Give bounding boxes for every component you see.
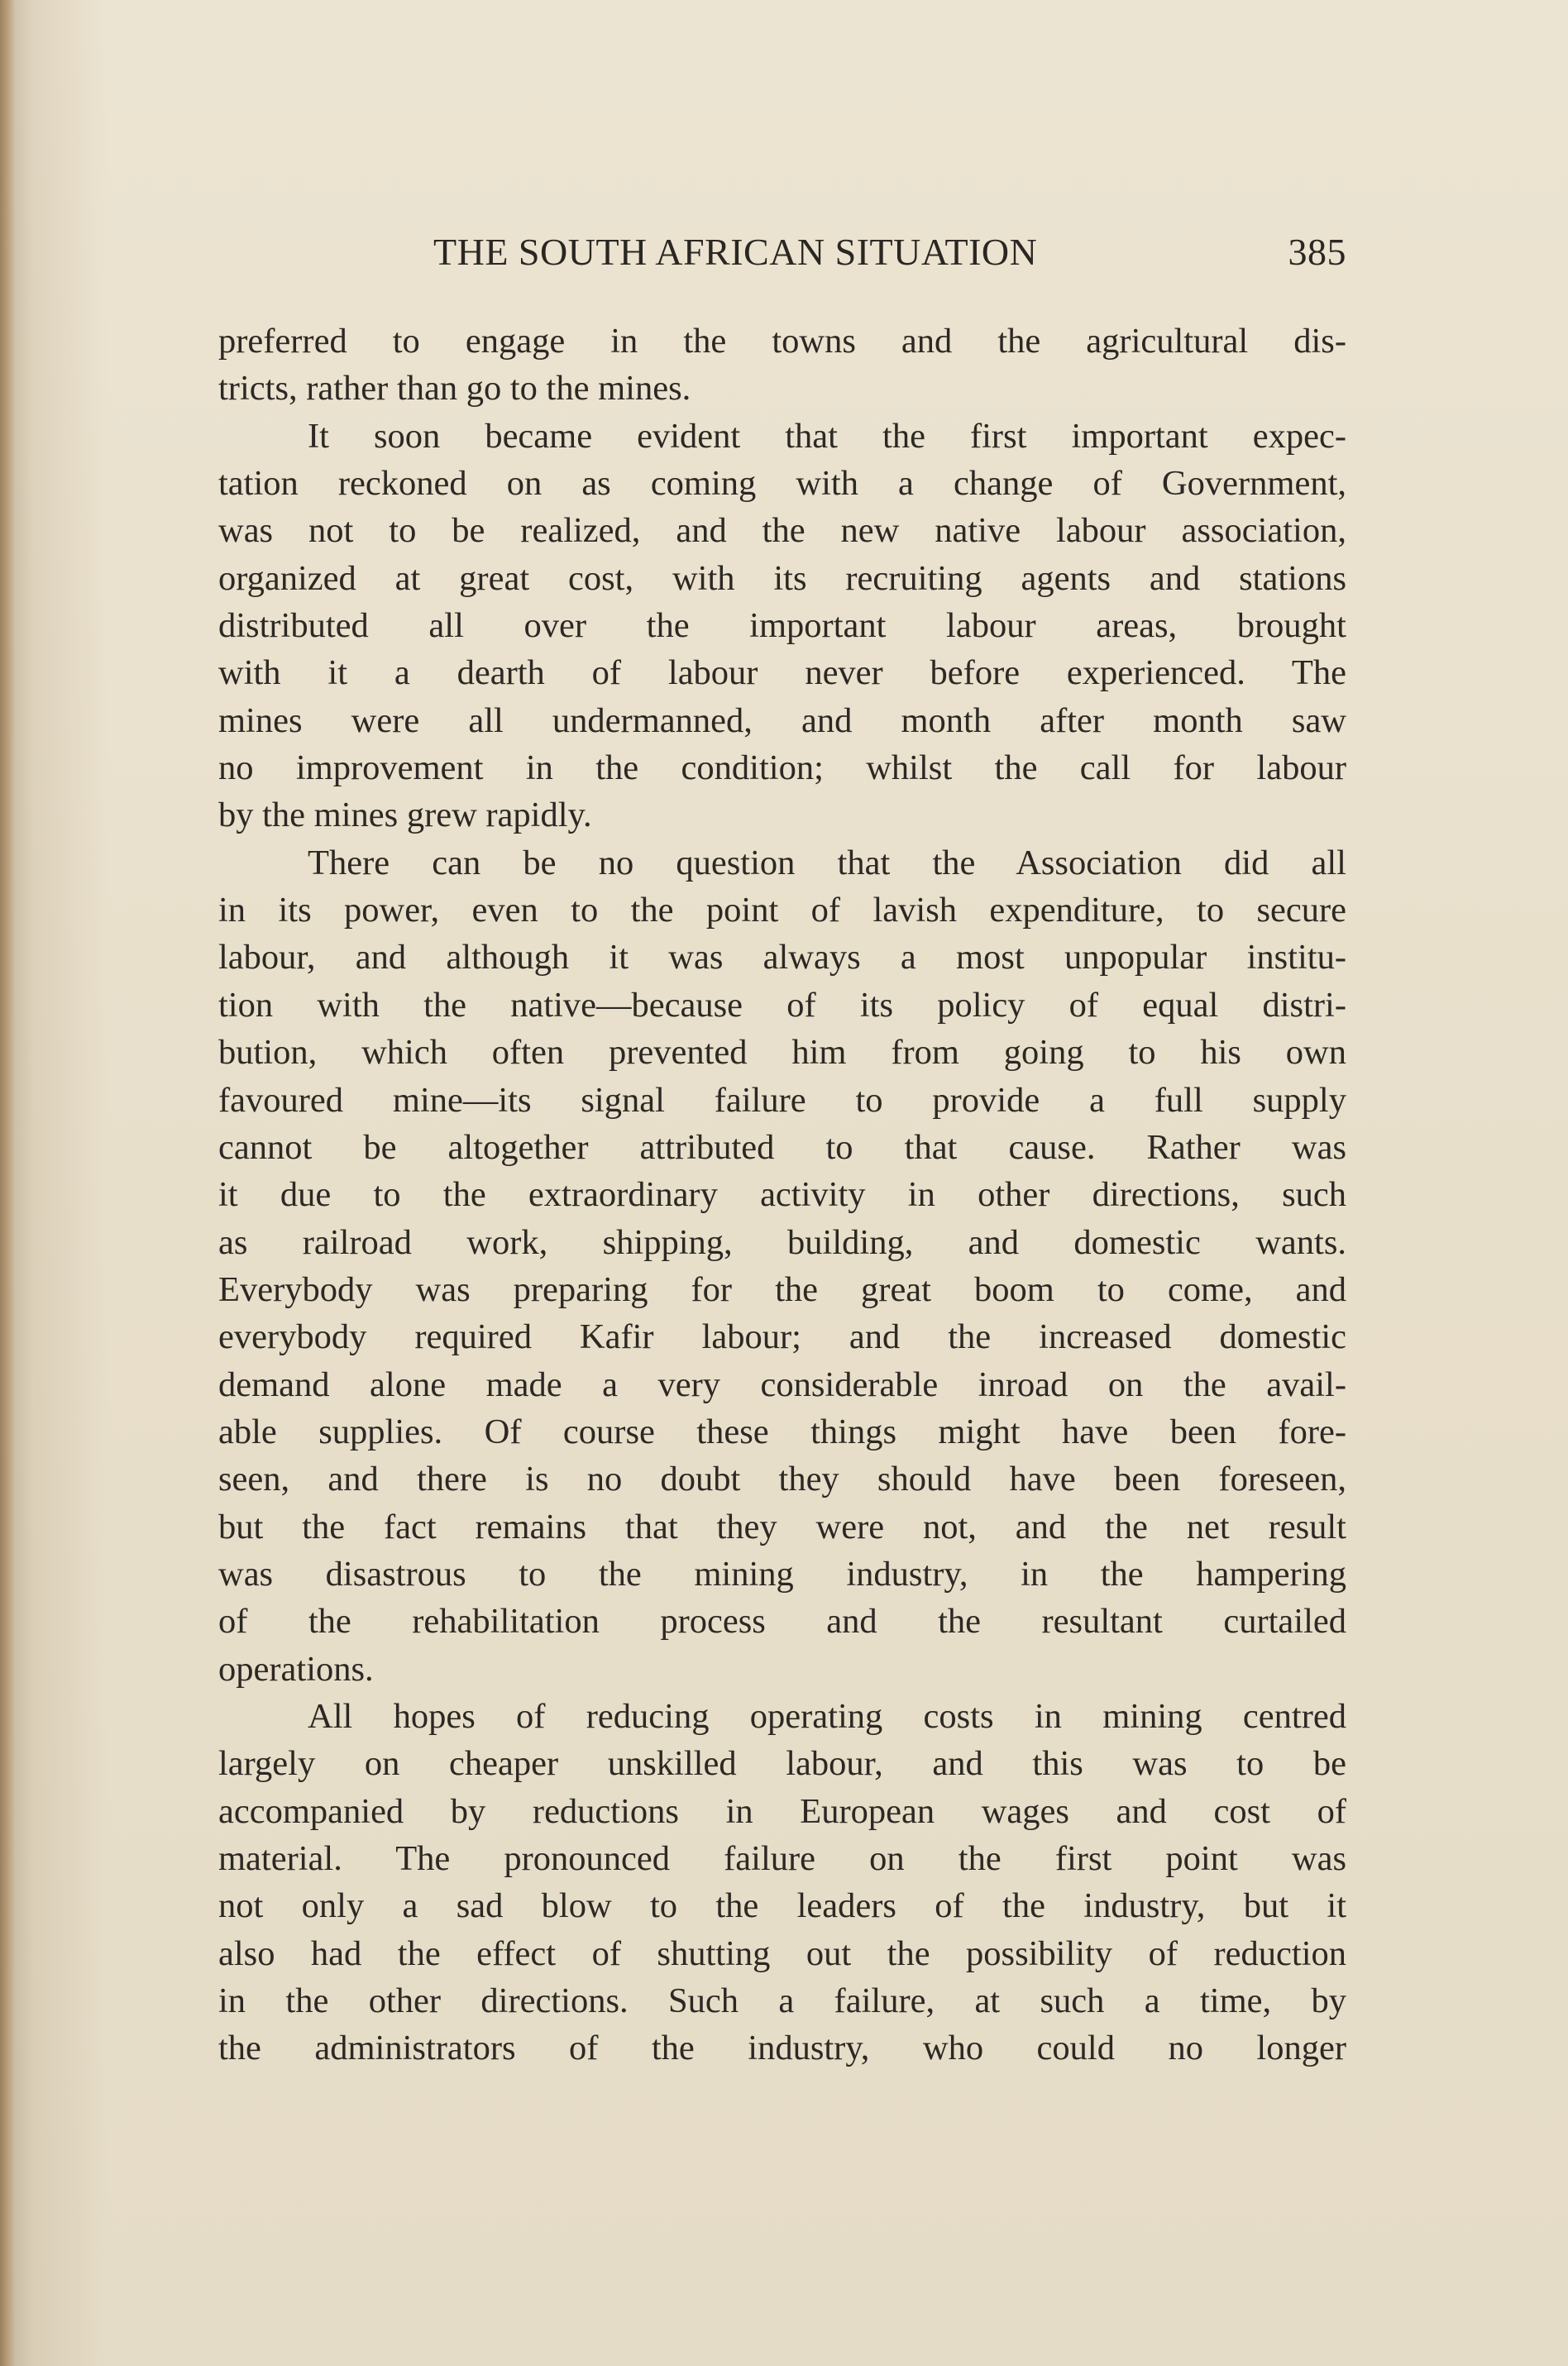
text-line: tion with the native—because of its policy of equal distri-: [218, 985, 1346, 1025]
text-line: the administrators of the industry, who could no longer: [218, 2029, 1346, 2068]
text-line: in the other directions. Such a failure, at such a time, by: [218, 1981, 1346, 2021]
text-line: accompanied by reductions in European wages and cost of: [218, 1791, 1346, 1831]
text-line: largely on cheaper unskilled labour, and this was to be: [218, 1744, 1346, 1784]
text-line: was disastrous to the mining industry, in the hampering: [218, 1554, 1346, 1594]
text-line: preferred to engage in the towns and the agricultural dis-: [218, 322, 1346, 361]
text-line: it due to the extraordinary activity in other directions, such: [218, 1175, 1346, 1215]
text-line: operations.: [218, 1649, 374, 1689]
text-line: seen, and there is no doubt they should have been foreseen,: [218, 1460, 1346, 1499]
text-line: organized at great cost, with its recruiting agents and stations: [218, 558, 1346, 598]
text-line: bution, which often prevented him from going to his own: [218, 1033, 1346, 1073]
text-line: cannot be altogether attributed to that cause. Rather was: [218, 1127, 1346, 1167]
text-line: demand alone made a very considerable inroad on the avail-: [218, 1365, 1346, 1404]
text-line: mines were all undermanned, and month after month saw: [218, 700, 1346, 740]
paragraph-start-line: It soon became evident that the first important expec-: [308, 416, 1346, 456]
text-line: favoured mine—its signal failure to provide a full supply: [218, 1080, 1346, 1120]
running-title: THE SOUTH AFRICAN SITUATION: [433, 231, 1038, 273]
text-line: distributed all over the important labour areas, brought: [218, 606, 1346, 646]
text-line: by the mines grew rapidly.: [218, 796, 592, 835]
running-header: [218, 230, 1346, 288]
text-line: not only a sad blow to the leaders of the industry, but it: [218, 1886, 1346, 1926]
text-line: material. The pronounced failure on the first point was: [218, 1839, 1346, 1878]
text-line: tricts, rather than go to the mines.: [218, 369, 691, 409]
paragraph-start-line: There can be no question that the Association did all: [308, 843, 1346, 882]
text-line: but the fact remains that they were not, and the net result: [218, 1507, 1346, 1546]
text-line: tation reckoned on as coming with a change of Government,: [218, 464, 1346, 504]
text-line: Everybody was preparing for the great boom to come, and: [218, 1269, 1346, 1309]
text-line: also had the effect of shutting out the possibility of reduction: [218, 1933, 1346, 1973]
page-number: 385: [1288, 231, 1346, 273]
text-line: in its power, even to the point of lavish expenditure, to secure: [218, 891, 1346, 930]
text-line: labour, and although it was always a most unpopular institu-: [218, 938, 1346, 977]
body-text: [218, 318, 1346, 2072]
text-line: of the rehabilitation process and the resultant curtailed: [218, 1602, 1346, 1642]
text-line: no improvement in the condition; whilst the call for labour: [218, 748, 1346, 788]
text-line: everybody required Kafir labour; and the increased domestic: [218, 1317, 1346, 1357]
page-binding-edge: [0, 0, 15, 2366]
text-line: was not to be realized, and the new native labour association,: [218, 511, 1346, 551]
text-line: with it a dearth of labour never before experienced. The: [218, 653, 1346, 693]
paragraph-start-line: All hopes of reducing operating costs in mining centred: [308, 1696, 1346, 1736]
text-line: able supplies. Of course these things might have been fore-: [218, 1412, 1346, 1451]
text-line: as railroad work, shipping, building, and domestic wants.: [218, 1222, 1346, 1262]
